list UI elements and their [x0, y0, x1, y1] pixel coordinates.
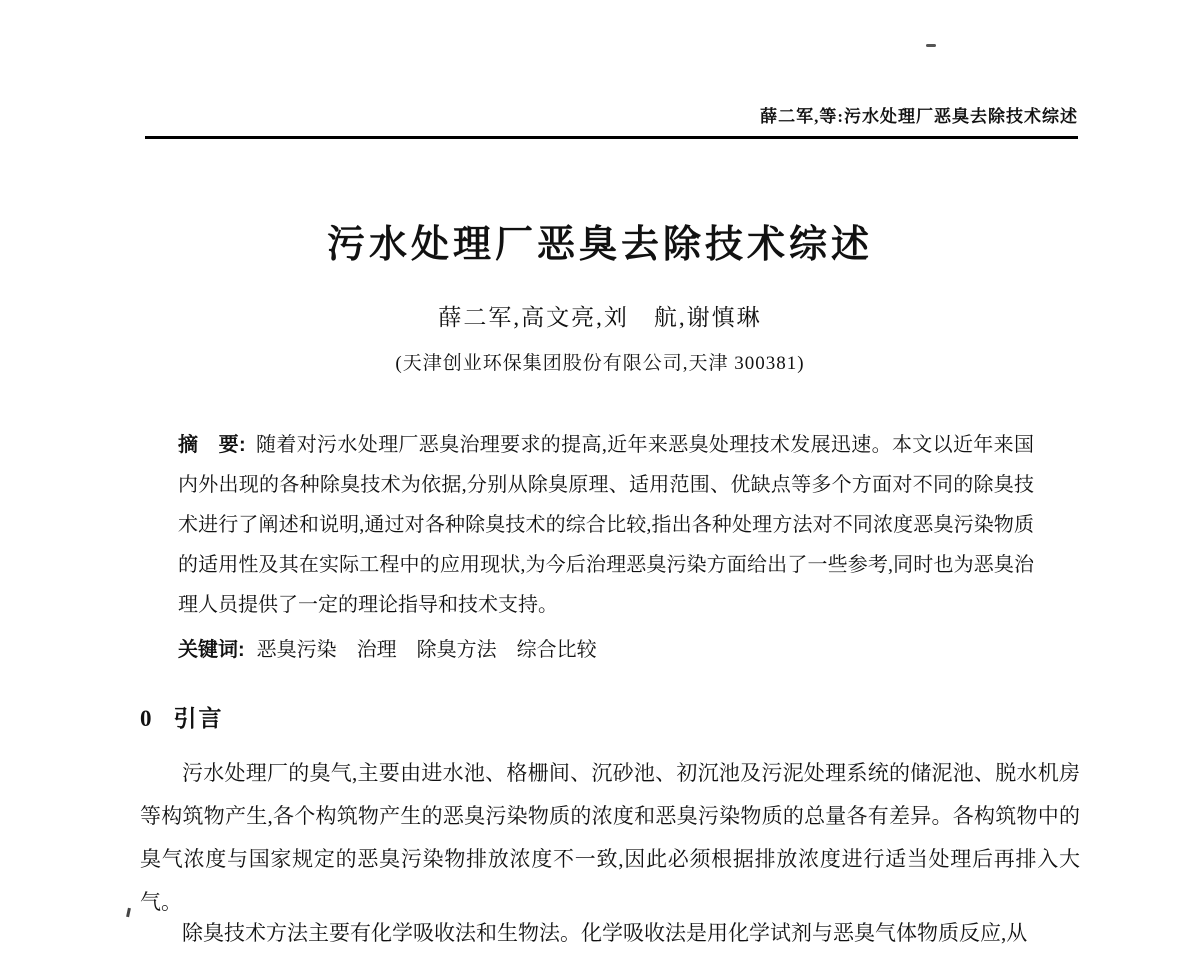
- abstract-text: 随着对污水处理厂恶臭治理要求的提高,近年来恶臭处理技术发展迅速。本文以近年来国内外出现的各种除臭技术为依据,分别从除臭原理、适用范围、优缺点等多个方面对不同的除臭技术进行了阐述和说明,通过对各种除臭技术的综合比较,指出各种处理方法对不同浓度恶臭污染物质的适用性及其在实际工程中的应用现状,为今后治理恶臭污染方面给出了一些参考,同时也为恶臭治理人员提供了一定的理论指导和技术支持。: [178, 434, 1034, 616]
- running-header: 薛二军,等:污水处理厂恶臭去除技术综述: [760, 107, 1078, 126]
- keywords-line: [178, 630, 1034, 670]
- section-number: 0: [140, 706, 152, 731]
- paper-title: 污水处理厂恶臭去除技术综述: [326, 224, 873, 266]
- section-title: 引言: [173, 705, 224, 731]
- section-heading-introduction: [140, 700, 224, 733]
- body-paragraph-1: 污水处理厂的臭气,主要由进水池、格栅间、沉砂池、初沉池及污泥处理系统的储泥池、脱水机房等构筑物产生,各个构筑物产生的恶臭污染物质的浓度和恶臭污染物质的总量各有差异。各构筑物中的臭气浓度与国家规定的恶臭污染物排放浓度不一致,因此必须根据排放浓度进行适当处理后再排入大气。: [140, 761, 1080, 914]
- affiliation-line: (天津创业环保集团股份有限公司,天津 300381): [395, 353, 805, 374]
- scan-artifact: [926, 44, 936, 47]
- keywords-text: 恶臭污染 治理 除臭方法 综合比较: [256, 639, 597, 661]
- header-rule-divider: [145, 136, 1078, 139]
- abstract-block: [178, 425, 1034, 625]
- keywords-label: 关键词:: [178, 639, 245, 661]
- scan-artifact: [126, 908, 131, 917]
- authors-line: 薛二军,高文亮,刘 航,谢慎琳: [438, 305, 762, 330]
- abstract-label: 摘 要:: [178, 434, 246, 456]
- body-paragraph-2: 除臭技术方法主要有化学吸收法和生物法。化学吸收法是用化学试剂与恶臭气体物质反应,从: [182, 921, 1028, 945]
